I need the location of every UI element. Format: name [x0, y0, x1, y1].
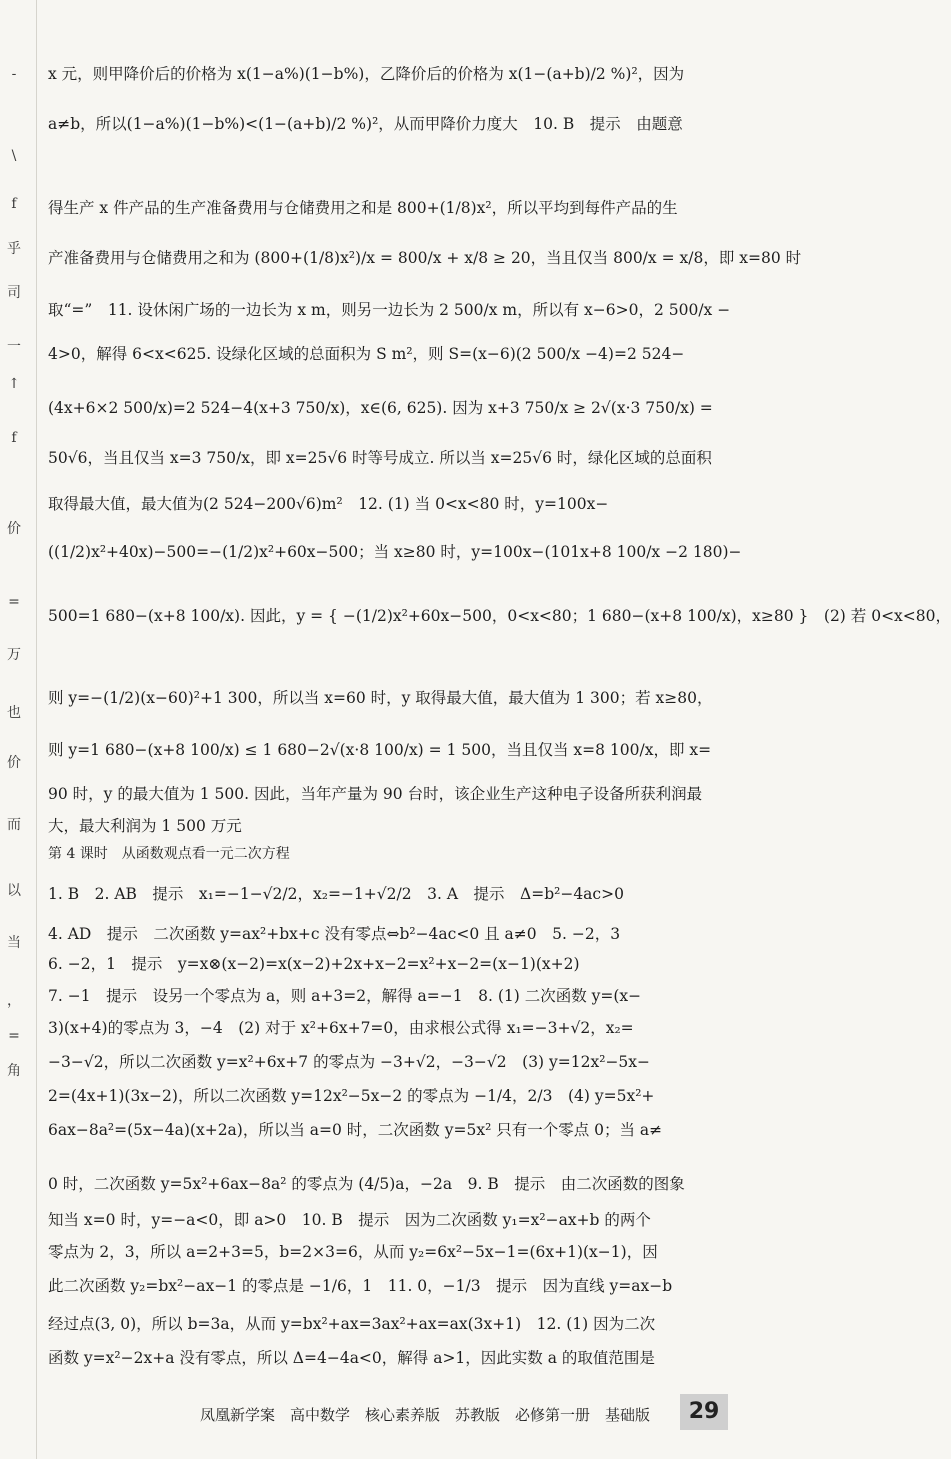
text-line: 取“=” 11. 设休闲广场的一边长为 x m，则另一边长为 2 500/x m，所以有 x−6>0，2 500/x −: [48, 301, 731, 319]
text-line: 7. −1 提示 设另一个零点为 a，则 a+3=2，解得 a=−1 8. (1) 二次函数 y=(x−: [48, 987, 642, 1005]
text-line: 大，最大利润为 1 500 万元: [48, 817, 242, 835]
text-line: 则 y=1 680−(x+8 100/x) ≤ 1 680−2√(x·8 100/x) = 1 500，当且仅当 x=8 100/x，即 x=: [48, 741, 712, 759]
left-margin-gutter: [0, 0, 37, 1459]
gutter-fragment: 价: [7, 755, 21, 771]
text-line: 产准备费用与仓储费用之和为 (800+(1/8)x²)/x = 800/x + x/8 ≥ 20，当且仅当 800/x = x/8，即 x=80 时: [48, 249, 802, 267]
text-line: 取得最大值，最大值为(2 524−200√6)m² 12. (1) 当 0<x<80 时，y=100x−: [48, 495, 609, 513]
text-line: 得生产 x 件产品的生产准备费用与仓储费用之和是 800+(1/8)x²，所以平均到每件产品的生: [48, 199, 678, 217]
text-line: 6ax−8a²=(5x−4a)(x+2a)，所以当 a=0 时，二次函数 y=5x² 只有一个零点 0；当 a≠: [48, 1121, 663, 1139]
text-line: 500=1 680−(x+8 100/x). 因此，y = { −(1/2)x²+60x−500，0<x<80；1 680−(x+8 100/x)，x≥80 } (2) 若 0<x<80，: [48, 607, 951, 625]
gutter-fragment: 也: [7, 705, 21, 721]
text-line: x 元，则甲降价后的价格为 x(1−a%)(1−b%)，乙降价后的价格为 x(1−(a+b)/2 %)²，因为: [48, 65, 685, 83]
gutter-fragment: 一: [7, 339, 21, 355]
text-line: 50√6，当且仅当 x=3 750/x，即 x=25√6 时等号成立. 所以当 x=25√6 时，绿化区域的总面积: [48, 449, 712, 467]
text-line: 6. −2，1 提示 y=x⊗(x−2)=x(x−2)+2x+x−2=x²+x−2=(x−1)(x+2): [48, 955, 580, 973]
text-line: (4x+6×2 500/x)=2 524−4(x+3 750/x)，x∈(6, 625). 因为 x+3 750/x ≥ 2√(x·3 750/x) =: [48, 399, 713, 417]
text-line: 4>0，解得 6<x<625. 设绿化区域的总面积为 S m²，则 S=(x−6)(2 500/x −4)=2 524−: [48, 345, 685, 363]
text-line: 函数 y=x²−2x+a 没有零点，所以 Δ=4−4a<0，解得 a>1，因此实数 a 的取值范围是: [48, 1349, 655, 1367]
text-line: 2=(4x+1)(3x−2)，所以二次函数 y=12x²−5x−2 的零点为 −1/4，2/3 (4) y=5x²+: [48, 1087, 655, 1105]
footer-book-title: 凤凰新学案 高中数学 核心素养版 苏教版 必修第一册 基础版: [200, 1406, 651, 1424]
page-footer: [0, 1392, 728, 1436]
gutter-fragment: 乎: [7, 241, 21, 257]
text-line: 1. B 2. AB 提示 x₁=−1−√2/2，x₂=−1+√2/2 3. A 提示 Δ=b²−4ac>0: [48, 885, 624, 903]
gutter-fragment: f: [11, 196, 17, 212]
gutter-fragment: -: [11, 66, 17, 82]
text-line: 则 y=−(1/2)(x−60)²+1 300，所以当 x=60 时，y 取得最大值，最大值为 1 300；若 x≥80，: [48, 689, 713, 707]
gutter-fragment: ，: [7, 993, 21, 1009]
gutter-fragment: 价: [7, 521, 21, 537]
text-line: 3)(x+4)的零点为 3，−4 (2) 对于 x²+6x+7=0，由求根公式得 x₁=−3+√2，x₂=: [48, 1019, 634, 1037]
text-line: 0 时，二次函数 y=5x²+6ax−8a² 的零点为 (4/5)a，−2a 9. B 提示 由二次函数的图象: [48, 1175, 685, 1193]
text-line: −3−√2，所以二次函数 y=x²+6x+7 的零点为 −3+√2，−3−√2 (3) y=12x²−5x−: [48, 1053, 651, 1071]
gutter-fragment: 当: [7, 935, 21, 951]
gutter-fragment: =: [8, 594, 20, 610]
text-line: ((1/2)x²+40x)−500=−(1/2)x²+60x−500；当 x≥80 时，y=100x−(101x+8 100/x −2 180)−: [48, 543, 742, 561]
gutter-fragment: 万: [7, 647, 21, 663]
gutter-fragment: 角: [7, 1063, 21, 1079]
gutter-fragment: =: [8, 1028, 20, 1044]
gutter-fragment: 而: [7, 817, 21, 833]
text-line: 零点为 2，3，所以 a=2+3=5，b=2×3=6，从而 y₂=6x²−5x−1=(6x+1)(x−1)，因: [48, 1243, 658, 1261]
text-line: 经过点(3, 0)，所以 b=3a，从而 y=bx²+ax=3ax²+ax=ax(3x+1) 12. (1) 因为二次: [48, 1315, 656, 1333]
gutter-fragment: 司: [7, 285, 21, 301]
text-line: a≠b，所以(1−a%)(1−b%)<(1−(a+b)/2 %)²，从而甲降价力度大 10. B 提示 由题意: [48, 115, 683, 133]
gutter-fragment: ↑: [8, 376, 20, 392]
text-line: 此二次函数 y₂=bx²−ax−1 的零点是 −1/6，1 11. 0，−1/3 提示 因为直线 y=ax−b: [48, 1277, 673, 1295]
gutter-fragment: \: [11, 148, 17, 164]
gutter-fragment: f: [11, 430, 17, 446]
text-line: 知当 x=0 时，y=−a<0，即 a>0 10. B 提示 因为二次函数 y₁=x²−ax+b 的两个: [48, 1211, 651, 1229]
gutter-fragment: 以: [7, 883, 21, 899]
page-number: 29: [680, 1394, 728, 1430]
text-line: 4. AD 提示 二次函数 y=ax²+bx+c 没有零点⇔b²−4ac<0 且 a≠0 5. −2，3: [48, 925, 621, 943]
section-heading: 第 4 课时 从函数观点看一元二次方程: [48, 846, 290, 862]
text-line: 90 时，y 的最大值为 1 500. 因此，当年产量为 90 台时，该企业生产这种电子设备所获利润最: [48, 785, 703, 803]
